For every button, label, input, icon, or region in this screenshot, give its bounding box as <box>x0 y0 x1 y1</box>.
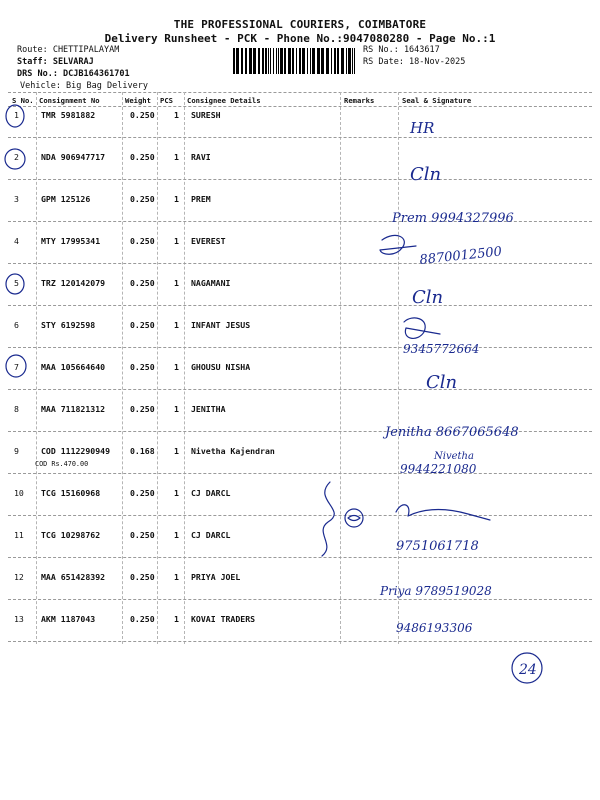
col-header-seal: Seal & Signature <box>402 96 472 105</box>
row-sno: 4 <box>14 236 19 246</box>
handwriting-8: Jenitha 8667065648 <box>385 425 519 440</box>
row-sno: 12 <box>14 572 24 582</box>
row-pcs: 1 <box>174 152 179 162</box>
barcode-bar <box>312 48 315 74</box>
barcode-bar <box>253 48 256 74</box>
runsheet-title: Delivery Runsheet - PCK - Phone No.:9047080280 - Page No.:1 <box>104 32 496 45</box>
row-divider <box>8 389 592 390</box>
row-pcs: 1 <box>174 572 179 582</box>
row-divider <box>8 599 592 600</box>
page-count-circle <box>512 653 542 683</box>
row-weight: 0.250 <box>130 278 155 288</box>
barcode-bar <box>245 48 247 74</box>
signature-stroke <box>404 318 440 338</box>
barcode-bar <box>233 48 235 74</box>
row-consignment-no: NDA 906947717 <box>41 152 106 162</box>
row-divider <box>8 515 592 516</box>
row-weight: 0.168 <box>130 446 155 456</box>
barcode-bar <box>276 48 277 74</box>
col-divider <box>340 92 341 644</box>
row-consignee: KOVAI TRADERS <box>191 614 256 624</box>
row-pcs: 1 <box>174 530 179 540</box>
row-consignee: JENITHA <box>191 404 226 414</box>
col-header-pcs: PCS <box>160 96 173 105</box>
barcode-bar <box>348 48 351 74</box>
scribble-mark <box>322 482 334 556</box>
col-header-consignee: Consignee Details <box>187 96 261 105</box>
col-divider <box>398 92 399 644</box>
row-weight: 0.250 <box>130 404 155 414</box>
row-consignment-no: MAA 711821312 <box>41 404 106 414</box>
row-sno: 9 <box>14 446 19 456</box>
row-consignment-no: MTY 17995341 <box>41 236 101 246</box>
barcode-bar <box>292 48 294 74</box>
route-label: Route: CHETTIPALAYAM <box>17 45 120 55</box>
row-consignment-no: MAA 105664640 <box>41 362 106 372</box>
col-divider <box>184 92 185 644</box>
col-header-consignment: Consignment No <box>39 96 100 105</box>
barcode-bar <box>284 48 286 74</box>
rs-date: RS Date: 18-Nov-2025 <box>363 57 466 67</box>
row-sno: 13 <box>14 614 24 624</box>
row-pcs: 1 <box>174 320 179 330</box>
handwriting-3: Prem 9994327996 <box>392 211 514 226</box>
barcode-bar <box>241 48 243 74</box>
signature-stroke <box>396 505 490 520</box>
row-pcs: 1 <box>174 362 179 372</box>
barcode-bar <box>310 48 311 74</box>
row-divider <box>8 263 592 264</box>
row-consignee: CJ DARCL <box>191 530 231 540</box>
barcode-bar <box>258 48 260 74</box>
row-weight: 0.250 <box>130 110 155 120</box>
row-weight: 0.250 <box>130 362 155 372</box>
barcode-bar <box>280 48 283 74</box>
row-consignee: CJ DARCL <box>191 488 231 498</box>
barcode-bar <box>265 48 267 74</box>
row-pcs: 1 <box>174 614 179 624</box>
row-pcs: 1 <box>174 488 179 498</box>
row-weight: 0.250 <box>130 530 155 540</box>
row-pcs: 1 <box>174 110 179 120</box>
handwriting-7: Cln <box>426 372 458 393</box>
handwriting-11: 9751061718 <box>396 539 479 554</box>
barcode-bar <box>249 48 252 74</box>
row-consignment-no: COD 1112290949 <box>41 446 111 456</box>
table-top-rule <box>8 92 592 93</box>
signature-loop <box>348 516 360 521</box>
barcode-bar <box>331 48 332 74</box>
row-consignment-no: STY 6192598 <box>41 320 96 330</box>
barcode-bar <box>278 48 279 74</box>
barcode-bar <box>321 48 324 74</box>
row-sno: 2 <box>14 152 19 162</box>
row-consignee: SURESH <box>191 110 221 120</box>
barcode-bar <box>299 48 301 74</box>
row-sno: 10 <box>14 488 24 498</box>
row-weight: 0.250 <box>130 488 155 498</box>
row-weight: 0.250 <box>130 320 155 330</box>
handwriting-5: Cln <box>412 287 444 308</box>
barcode-bar <box>317 48 320 74</box>
vehicle-label: Vehicle: Big Bag Delivery <box>20 81 148 91</box>
row-consignee: PRIYA JOEL <box>191 572 241 582</box>
row-consignee: Nivetha Kajendran <box>191 446 275 456</box>
row-consignment-no: TMR 5981882 <box>41 110 96 120</box>
barcode-bar <box>346 48 347 74</box>
row-cod-amount: COD Rs.470.00 <box>35 460 89 468</box>
row-pcs: 1 <box>174 278 179 288</box>
handwriting-14: 24 <box>519 662 537 678</box>
barcode-bar <box>352 48 353 74</box>
barcode-bar <box>268 48 269 74</box>
row-sno: 3 <box>14 194 19 204</box>
row-sno: 1 <box>14 110 19 120</box>
barcode <box>233 48 355 74</box>
barcode-bar <box>334 48 336 74</box>
col-divider <box>122 92 123 644</box>
row-divider <box>8 179 592 180</box>
row-divider <box>8 347 592 348</box>
barcode-bar <box>236 48 239 74</box>
row-divider <box>8 641 592 642</box>
row-pcs: 1 <box>174 446 179 456</box>
rs-number: RS No.: 1643617 <box>363 45 440 55</box>
row-consignee: NAGAMANI <box>191 278 231 288</box>
row-consignment-no: MAA 651428392 <box>41 572 106 582</box>
col-header-sno: S No. <box>12 96 34 105</box>
header-rule <box>8 106 592 107</box>
row-consignment-no: TCG 10298762 <box>41 530 101 540</box>
row-weight: 0.250 <box>130 194 155 204</box>
row-consignment-no: TCG 15160968 <box>41 488 101 498</box>
row-consignment-no: AKM 1187043 <box>41 614 96 624</box>
handwriting-12: Priya 9789519028 <box>380 584 492 598</box>
row-divider <box>8 557 592 558</box>
barcode-bar <box>307 48 308 74</box>
row-weight: 0.250 <box>130 614 155 624</box>
barcode-bar <box>337 48 339 74</box>
barcode-bar <box>326 48 329 74</box>
barcode-bar <box>262 48 264 74</box>
col-header-remarks: Remarks <box>344 96 375 105</box>
row-consignee: GHOUSU NISHA <box>191 362 251 372</box>
drs-number: DRS No.: DCJB164361701 <box>17 69 130 79</box>
barcode-bar <box>273 48 274 74</box>
handwriting-4: 8870012500 <box>418 244 503 268</box>
barcode-bar <box>341 48 344 74</box>
row-weight: 0.250 <box>130 152 155 162</box>
row-consignment-no: GPM 125126 <box>41 194 91 204</box>
row-sno: 6 <box>14 320 19 330</box>
col-header-weight: Weight <box>125 96 151 105</box>
row-weight: 0.250 <box>130 236 155 246</box>
company-title: THE PROFESSIONAL COURIERS, COIMBATORE <box>173 18 427 31</box>
row-pcs: 1 <box>174 194 179 204</box>
row-weight: 0.250 <box>130 572 155 582</box>
col-divider <box>157 92 158 644</box>
barcode-bar <box>296 48 297 74</box>
row-divider <box>8 431 592 432</box>
handwriting-2: Cln <box>410 164 442 185</box>
row-sno: 5 <box>14 278 19 288</box>
barcode-bar <box>354 48 355 74</box>
row-consignee: INFANT JESUS <box>191 320 251 330</box>
row-divider <box>8 137 592 138</box>
handwriting-9: Nivetha <box>434 451 474 462</box>
row-divider <box>8 221 592 222</box>
row-sno: 8 <box>14 404 19 414</box>
row-consignment-no: TRZ 120142079 <box>41 278 106 288</box>
row-consignee: EVEREST <box>191 236 226 246</box>
signature-loop <box>345 509 363 527</box>
barcode-bar <box>288 48 291 74</box>
row-consignee: RAVI <box>191 152 211 162</box>
row-divider <box>8 305 592 306</box>
handwriting-13: 9486193306 <box>396 621 473 635</box>
row-pcs: 1 <box>174 404 179 414</box>
row-sno: 11 <box>14 530 24 540</box>
barcode-bar <box>302 48 305 74</box>
handwriting-1: HR <box>410 119 435 137</box>
col-divider <box>36 92 37 644</box>
handwriting-6: 9345772664 <box>403 342 480 356</box>
handwriting-10: 9944221080 <box>400 462 477 476</box>
staff-label: Staff: SELVARAJ <box>17 57 94 67</box>
barcode-bar <box>270 48 271 74</box>
row-consignee: PREM <box>191 194 211 204</box>
row-pcs: 1 <box>174 236 179 246</box>
row-sno: 7 <box>14 362 19 372</box>
row-divider <box>8 473 592 474</box>
